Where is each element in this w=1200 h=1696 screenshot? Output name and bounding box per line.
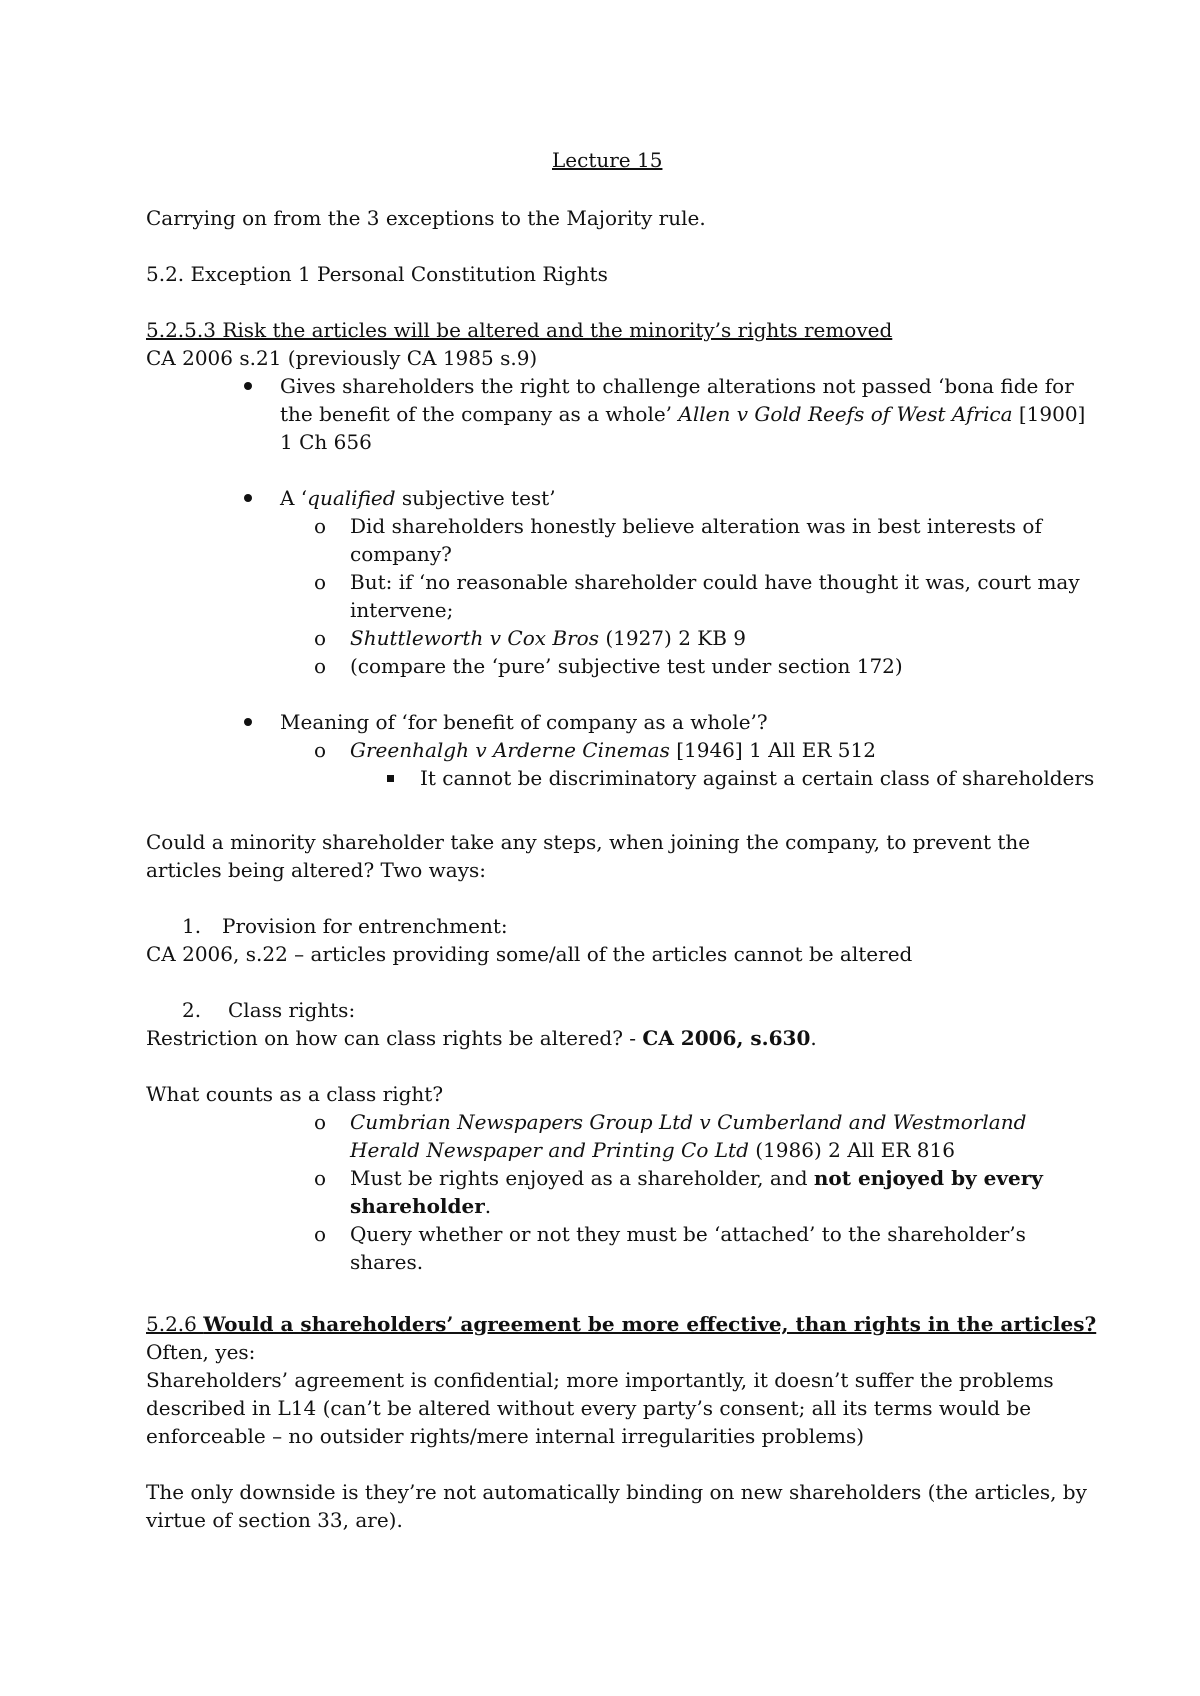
sub-item-line xyxy=(350,1164,1043,1192)
circle-bullet-icon: o xyxy=(314,514,327,538)
circle-bullet-icon: o xyxy=(314,626,327,650)
bullet-icon xyxy=(244,494,252,502)
case-shuttleworth: Shuttleworth v Cox Bros xyxy=(350,626,599,650)
section-heading-5-2-6 xyxy=(146,1310,1096,1338)
list-number: 1. xyxy=(182,914,202,938)
paragraph-line: Shareholders’ agreement is confidential; more importantly, it doesn’t suffer the problems xyxy=(146,1368,1054,1392)
circle-bullet-icon: o xyxy=(314,1166,327,1190)
case-citation: (1927) 2 KB 9 xyxy=(598,626,746,650)
page-title: Lecture 15 xyxy=(552,148,663,172)
square-bullet-icon xyxy=(387,775,394,782)
sub-item-line: Did shareholders honestly believe alteration was in best interests of xyxy=(350,514,1042,538)
case-citation: (1986) 2 All ER 816 xyxy=(748,1138,955,1162)
paragraph-line: enforceable – no outsider rights/mere internal irregularities problems) xyxy=(146,1424,865,1448)
bullet-2-line xyxy=(280,484,556,512)
bullet-1-line-1: Gives shareholders the right to challenge alterations not passed ‘bona fide for xyxy=(280,374,1074,398)
bullet-icon xyxy=(244,382,252,390)
list-item-desc xyxy=(146,1024,817,1052)
circle-bullet-icon: o xyxy=(314,738,327,762)
statute-reference: CA 2006 s.21 (previously CA 1985 s.9) xyxy=(146,346,538,370)
paragraph-line: Could a minority shareholder take any steps, when joining the company, to prevent the xyxy=(146,830,1031,854)
paragraph-line: virtue of section 33, are). xyxy=(146,1508,403,1532)
sub-item-line: intervene; xyxy=(350,598,454,622)
circle-bullet-icon: o xyxy=(314,654,327,678)
case-citation: [1946] 1 All ER 512 xyxy=(669,738,876,762)
section-number: 5.2.6 xyxy=(146,1312,204,1336)
bullet-2-italic: qualified xyxy=(307,486,396,510)
case-greenhalgh: Greenhalgh v Arderne Cinemas xyxy=(350,738,670,762)
bullet-1-text: the benefit of the company as a whole’ xyxy=(280,402,679,426)
case-citation-year: [1900] xyxy=(1012,402,1086,426)
sub-item-line xyxy=(350,1192,491,1220)
section-heading-5-2: 5.2. Exception 1 Personal Constitution Rights xyxy=(146,262,608,286)
bullet-1-line-3: 1 Ch 656 xyxy=(280,430,372,454)
sub-item-line: But: if ‘no reasonable shareholder could have thought it was, court may xyxy=(350,570,1080,594)
bullet-icon xyxy=(244,718,252,726)
case-allen-v-gold-reefs: Allen v Gold Reefs of West Africa xyxy=(678,402,1013,426)
desc-end: . xyxy=(810,1026,817,1050)
bold-text: not enjoyed by every xyxy=(813,1166,1043,1190)
list-item-desc: CA 2006, s.22 – articles providing some/all of the articles cannot be altered xyxy=(146,942,913,966)
bullet-2-text-b: subjective test’ xyxy=(395,486,556,510)
desc-text: Restriction on how can class rights be altered? - xyxy=(146,1026,643,1050)
bullet-3-line: Meaning of ‘for benefit of company as a whole’? xyxy=(280,710,768,734)
list-item-title: Provision for entrenchment: xyxy=(222,914,508,938)
circle-bullet-icon: o xyxy=(314,1110,327,1134)
case-name: Herald Newspaper and Printing Co Ltd xyxy=(350,1138,749,1162)
paragraph-line: What counts as a class right? xyxy=(146,1082,444,1106)
list-item-title: Class rights: xyxy=(228,998,356,1022)
paragraph-line: described in L14 (can’t be altered without every party’s consent; all its terms would be xyxy=(146,1396,1032,1420)
case-cumbrian-line-1: Cumbrian Newspapers Group Ltd v Cumberland and Westmorland xyxy=(350,1110,1027,1134)
desc-bold: CA 2006, s.630 xyxy=(642,1026,811,1050)
bold-text: shareholder xyxy=(350,1194,485,1218)
circle-bullet-icon: o xyxy=(314,1222,327,1246)
case-cumbrian-line-2 xyxy=(350,1136,955,1164)
text: Must be rights enjoyed as a shareholder, and xyxy=(350,1166,814,1190)
sub-item-line: company? xyxy=(350,542,452,566)
sub-item-line: shares. xyxy=(350,1250,424,1274)
sub-item-line: Query whether or not they must be ‘attached’ to the shareholder’s xyxy=(350,1222,1026,1246)
paragraph-line: Often, yes: xyxy=(146,1340,256,1364)
sub-sub-item-line: It cannot be discriminatory against a certain class of shareholders xyxy=(420,766,1095,790)
paragraph-line: The only downside is they’re not automatically binding on new shareholders (the articles, by xyxy=(146,1480,1087,1504)
bullet-1-line-2 xyxy=(280,400,1085,428)
paragraph-line: articles being altered? Two ways: xyxy=(146,858,487,882)
section-title: Would a shareholders’ agreement be more effective, than rights in the articles? xyxy=(203,1312,1097,1336)
circle-bullet-icon: o xyxy=(314,570,327,594)
list-number: 2. xyxy=(182,998,202,1022)
sub-item-line xyxy=(350,624,746,652)
sub-item-line: (compare the ‘pure’ subjective test under section 172) xyxy=(350,654,903,678)
section-heading-5-2-5-3: 5.2.5.3 Risk the articles will be altered and the minority’s rights removed xyxy=(146,318,893,342)
bullet-2-text-a: A ‘ xyxy=(280,486,308,510)
sub-item-line xyxy=(350,736,876,764)
intro-line: Carrying on from the 3 exceptions to the Majority rule. xyxy=(146,206,706,230)
text: . xyxy=(484,1194,492,1218)
